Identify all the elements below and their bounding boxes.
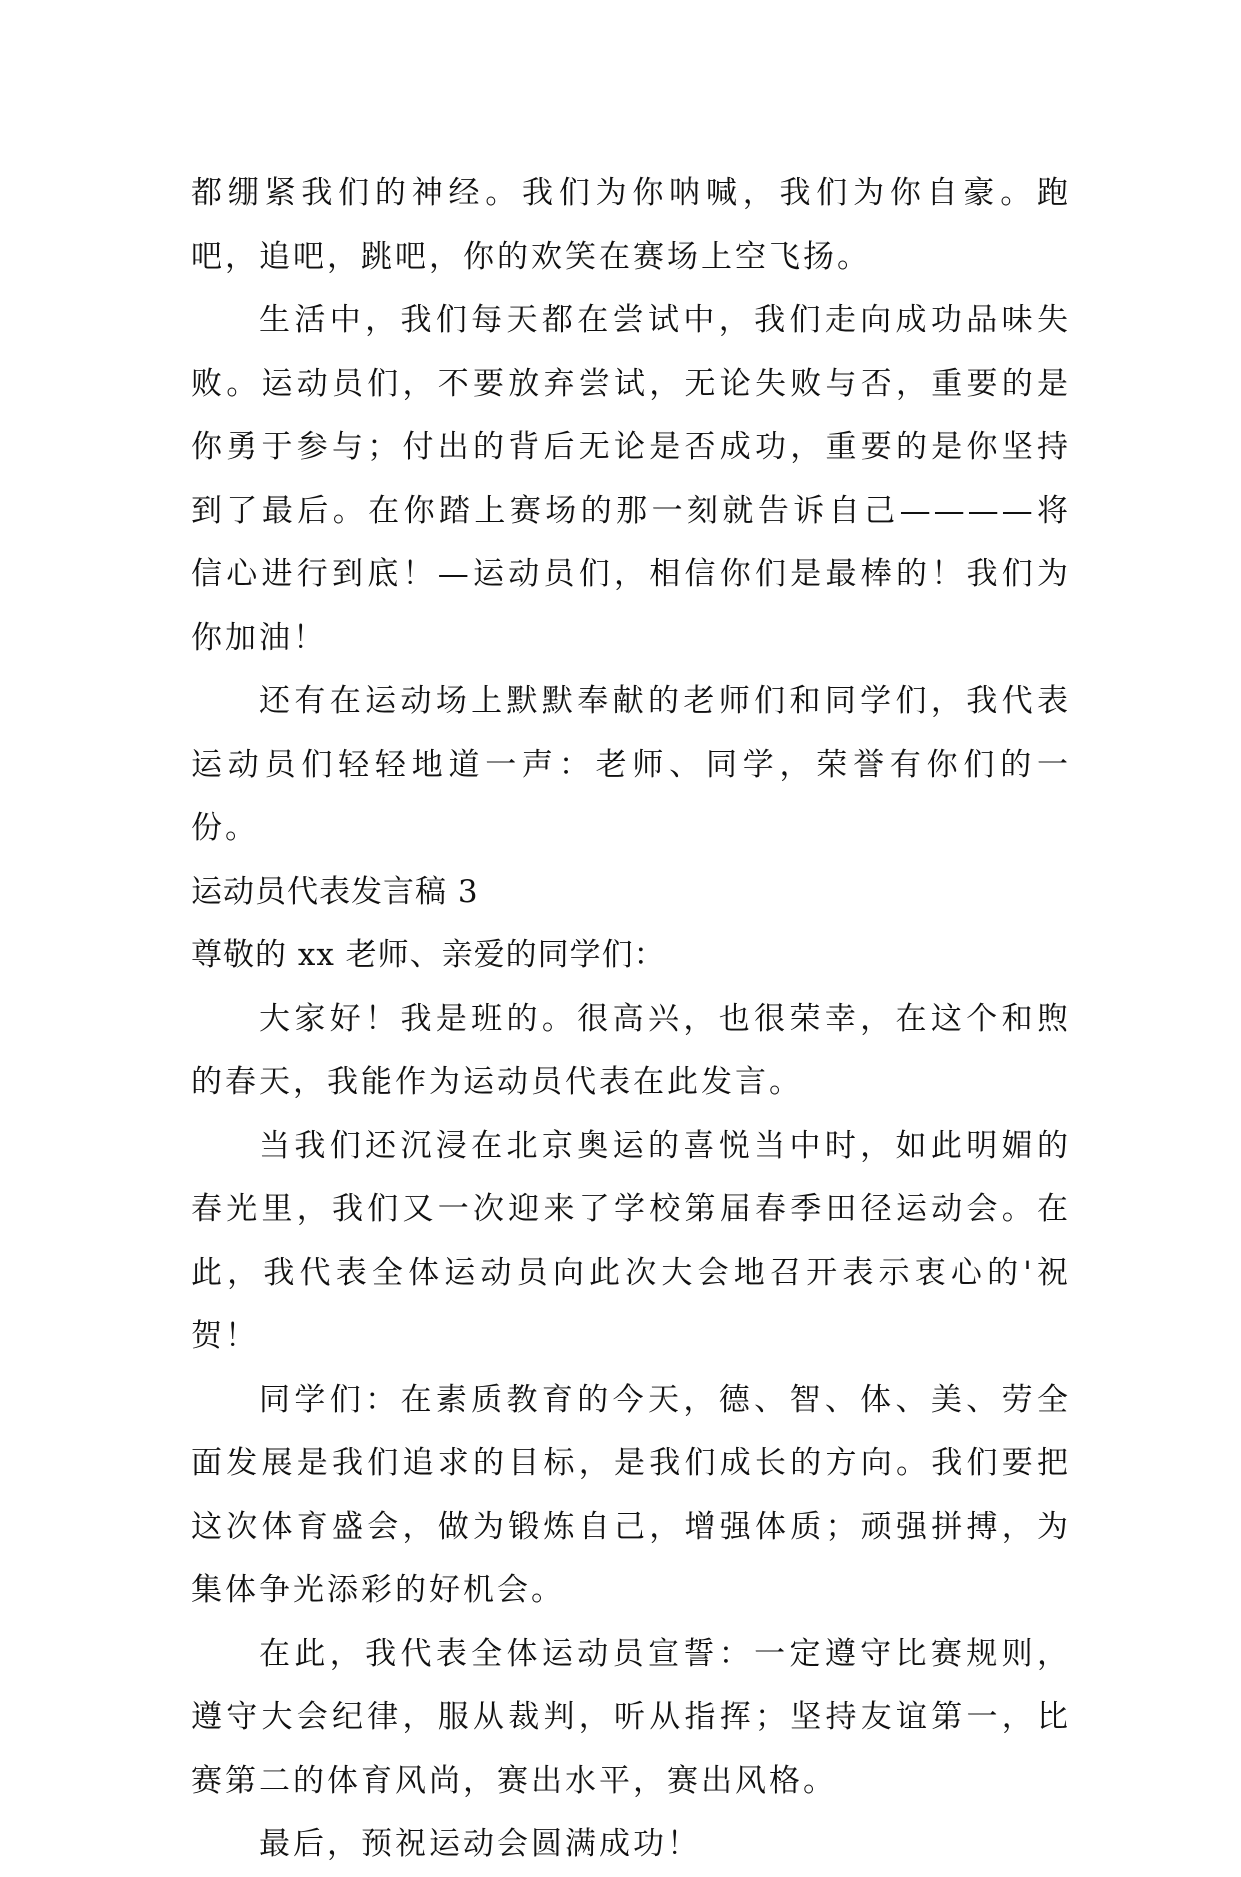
paragraph-8: 最后，预祝运动会圆满成功！ xyxy=(259,1826,701,1862)
section-title: 运动员代表发言稿 3 xyxy=(191,873,479,910)
document-page xyxy=(191,162,1071,1877)
paragraph-4: 大家好！我是班的。很高兴，也很荣幸，在这个和煦的春天，我能作为运动员代表在此发言。 xyxy=(191,1000,1071,1100)
salutation: 尊敬的 xx 老师、亲爱的同学们： xyxy=(191,937,666,973)
paragraph-3: 还有在运动场上默默奉献的老师们和同学们，我代表运动员们轻轻地道一声：老师、同学，荣誉有你们的一份。 xyxy=(191,683,1071,846)
paragraph-5: 当我们还沉浸在北京奥运的喜悦当中时，如此明媚的春光里，我们又一次迎来了学校第届春季田径运动会。在此，我代表全体运动员向此次大会地召开表示衷心的'祝贺！ xyxy=(191,1127,1071,1354)
paragraph-7: 在此，我代表全体运动员宣誓：一定遵守比赛规则，遵守大会纪律，服从裁判，听从指挥；坚持友谊第一，比赛第二的体育风尚，赛出水平，赛出风格。 xyxy=(191,1635,1071,1799)
paragraph-6: 同学们：在素质教育的今天，德、智、体、美、劳全面发展是我们追求的目标，是我们成长的方向。我们要把这次体育盛会，做为锻炼自己，增强体质；顽强拼搏，为集体争光添彩的好机会。 xyxy=(191,1381,1071,1608)
paragraph-1: 都绷紧我们的神经。我们为你呐喊，我们为你自豪。跑吧，追吧，跳吧，你的欢笑在赛场上空飞扬。 xyxy=(191,175,1071,275)
paragraph-2: 生活中，我们每天都在尝试中，我们走向成功品味失败。运动员们，不要放弃尝试，无论失败与否，重要的是你勇于参与；付出的背后无论是否成功，重要的是你坚持到了最后。在你踏上赛场的那一刻就告诉自己————将信心进行到底！—运动员们，相信你们是最棒的！我们为你加油！ xyxy=(191,302,1071,656)
